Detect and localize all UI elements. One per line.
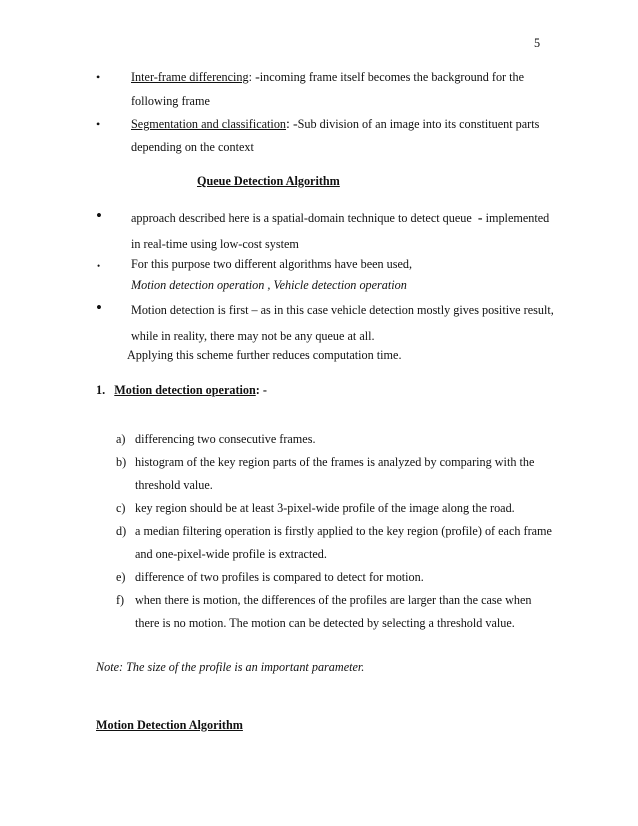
step-label: f) [116,593,125,607]
step-text: histogram of the key region parts of the frames is analyzed by comparing with the [135,455,535,469]
queue-bullet3-line3: Applying this scheme further reduces computation time. [127,348,402,362]
section1-title: Motion detection operation [114,383,256,397]
step-text: differencing two consecutive frames. [135,432,316,446]
term-inter-frame-differencing: Inter-frame differencing [131,70,249,84]
bullet-inter-frame-line2: following frame [131,94,210,108]
step-label: a) [116,432,126,446]
step-label: b) [116,455,127,469]
bullet-icon: • [96,298,102,317]
section1-heading: 1. Motion detection operation: - [96,383,267,397]
queue-bullet3-line2: while in reality, there may not be any queue at all. [131,329,375,343]
bullet-inter-frame-line1: Inter-frame differencing: -incoming frame itself becomes the background for the [131,70,525,85]
note-text: Note: The size of the profile is an important parameter. [96,660,365,674]
term-segmentation-classification: Segmentation and classification [131,117,287,131]
step-text: difference of two profiles is compared to detect for motion. [135,570,424,584]
queue-bullet2-line1: For this purpose two different algorithms have been used, [131,257,413,271]
step-text: when there is motion, the differences of the profiles are larger than the case when [135,593,532,607]
section1-number: 1. [96,383,106,397]
page-number: 5 [534,36,541,50]
queue-bullet2-line2: Motion detection operation , Vehicle detection operation [131,278,407,292]
step-text: threshold value. [135,478,213,492]
queue-bullet3-line1: Motion detection is first – as in this case vehicle detection mostly gives positive result, [131,303,554,317]
step-text: and one-pixel-wide profile is extracted. [135,547,327,561]
bullet-icon: • [96,206,102,225]
step-text: a median filtering operation is firstly applied to the key region (profile) of each frame [135,524,552,538]
queue-bullet1-line1: approach described here is a spatial-domain technique to detect queue - implemented [131,211,550,226]
step-label: e) [116,570,126,584]
bullet-segmentation-line1: Segmentation and classification: -Sub division of an image into its constituent parts [131,117,540,132]
bullet-segmentation-line2: depending on the context [131,140,254,154]
step-label: d) [116,524,127,538]
step-text: there is no motion. The motion can be detected by selecting a threshold value. [135,616,515,630]
step-label: c) [116,501,126,515]
queue-detection-heading: Queue Detection Algorithm [197,174,340,188]
motion-detection-heading: Motion Detection Algorithm [96,718,243,732]
queue-bullet1-line2: in real-time using low-cost system [131,237,299,251]
bullet-icon: • [96,117,101,131]
step-text: key region should be at least 3-pixel-wide profile of the image along the road. [135,501,515,515]
bullet-icon: • [96,70,101,84]
bullet-icon: • [97,261,101,271]
